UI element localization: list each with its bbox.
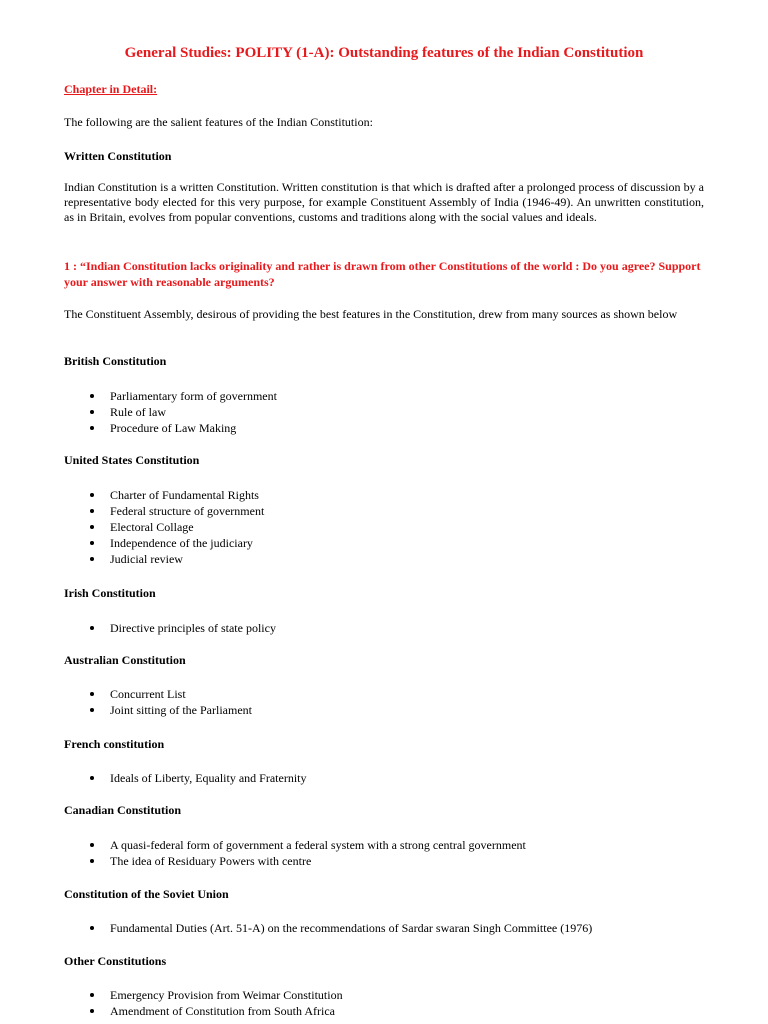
list-canadian — [64, 837, 526, 869]
list-item: Joint sitting of the Parliament — [64, 702, 252, 718]
written-body: Indian Constitution is a written Constitution. Written constitution is that which is drafted after a prolonged process of discussion by a representative body elected for this very purpose, for example Constituent Assembly of India (1946-49). An unwritten constitution, as in Britain, evolves from popular conventions, customs and traditions along with the social values and ideals. — [64, 180, 704, 224]
section-heading-irish: Irish Constitution — [64, 586, 156, 600]
section-heading-french: French constitution — [64, 737, 165, 751]
list-british — [64, 388, 277, 436]
section-heading-australian: Australian Constitution — [64, 653, 186, 667]
list-item: Rule of law — [64, 404, 277, 420]
list-item: Directive principles of state policy — [64, 620, 276, 636]
document-title: General Studies: POLITY (1-A): Outstanding features of the Indian Constitution — [124, 45, 644, 61]
list-item: Procedure of Law Making — [64, 420, 277, 436]
list-item: Electoral Collage — [64, 519, 264, 535]
list-item: Concurrent List — [64, 686, 252, 702]
chapter-label: Chapter in Detail: — [64, 82, 158, 96]
section-heading-soviet: Constitution of the Soviet Union — [64, 887, 229, 901]
list-other — [64, 987, 343, 1019]
list-item: A quasi-federal form of government a federal system with a strong central government — [64, 837, 526, 853]
section-heading-british: British Constitution — [64, 354, 167, 368]
list-item: Fundamental Duties (Art. 51-A) on the recommendations of Sardar swaran Singh Committee (1976) — [64, 920, 592, 936]
written-heading: Written Constitution — [64, 149, 172, 163]
list-item: Parliamentary form of government — [64, 388, 277, 404]
list-item: Federal structure of government — [64, 503, 264, 519]
list-item: Ideals of Liberty, Equality and Fraternity — [64, 770, 307, 786]
list-irish — [64, 620, 276, 636]
list-french — [64, 770, 307, 786]
list-item: Judicial review — [64, 551, 264, 567]
list-item: Emergency Provision from Weimar Constitution — [64, 987, 343, 1003]
intro-text: The following are the salient features of the Indian Constitution: — [64, 115, 373, 129]
list-australian — [64, 686, 252, 718]
list-item: Charter of Fundamental Rights — [64, 487, 264, 503]
list-item: Amendment of Constitution from South Africa — [64, 1003, 343, 1019]
list-item: Independence of the judiciary — [64, 535, 264, 551]
list-soviet — [64, 920, 592, 936]
list-us — [64, 487, 264, 567]
question-text: 1 : “Indian Constitution lacks originality and rather is drawn from other Constitutions of the world : Do you agree? Support your answer with reasonable arguments? — [64, 259, 701, 289]
section-heading-us: United States Constitution — [64, 453, 200, 467]
list-item: The idea of Residuary Powers with centre — [64, 853, 526, 869]
sources-intro: The Constituent Assembly, desirous of providing the best features in the Constitution, drew from many sources as shown below — [64, 307, 678, 321]
section-heading-canadian: Canadian Constitution — [64, 803, 182, 817]
section-heading-other: Other Constitutions — [64, 954, 167, 968]
